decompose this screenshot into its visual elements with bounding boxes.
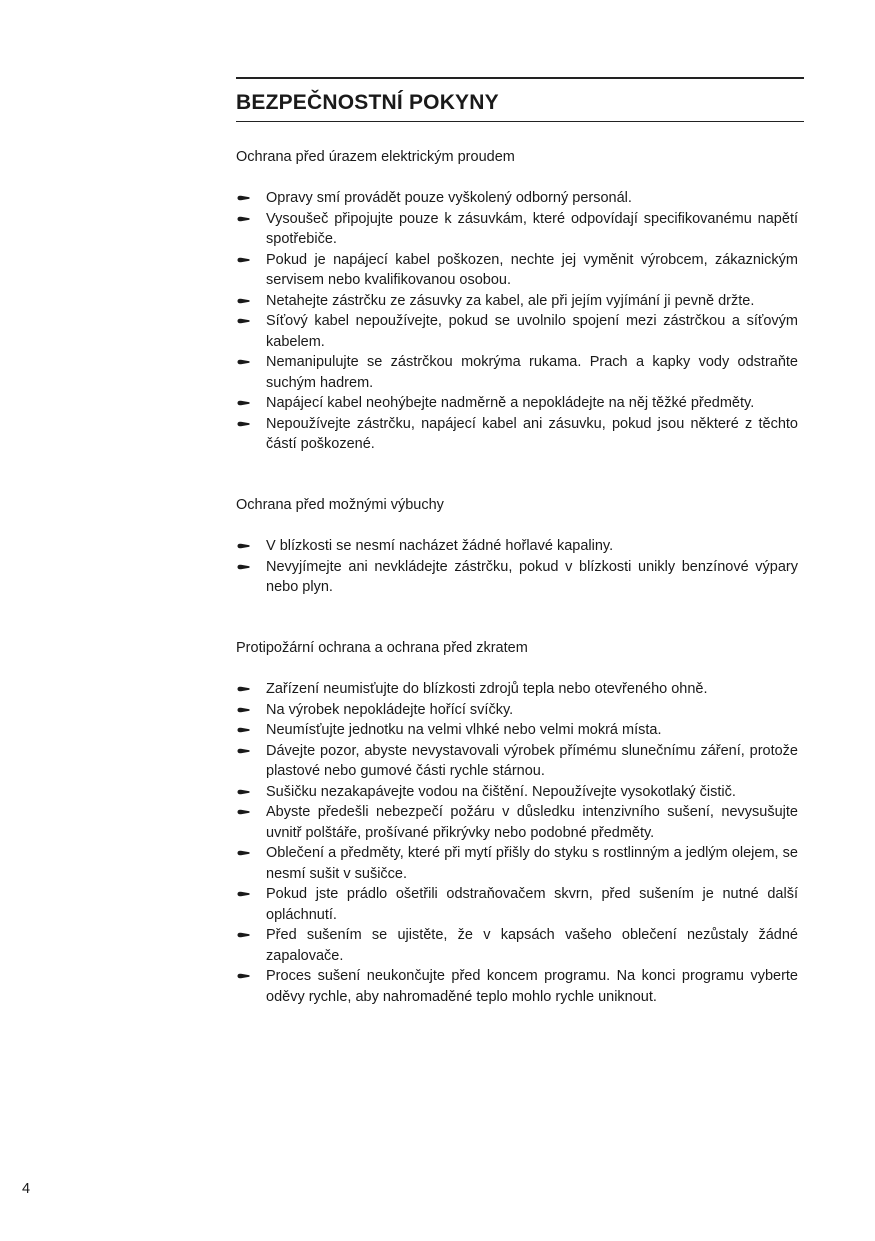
list-item — [236, 352, 798, 393]
list-item — [236, 393, 798, 414]
list-item-text: Vysoušeč připojujte pouze k zásuvkám, které odpovídají specifikovanému napětí spotřebiče. — [266, 210, 798, 247]
list-item-text: Oblečení a předměty, které při mytí přišly do styku s rostlinným a jedlým olejem, se nesmí sušit v sušičce. — [266, 845, 798, 882]
list-item-text: Zařízení neumisťujte do blízkosti zdrojů tepla nebo otevřeného ohně. — [266, 681, 708, 697]
list-item-text: Síťový kabel nepoužívejte, pokud se uvolnilo spojení mezi zástrčkou a síťovým kabelem. — [266, 313, 798, 350]
list-item — [236, 536, 798, 557]
list-item — [236, 250, 798, 291]
list-item-text: Opravy smí provádět pouze vyškolený odborný personál. — [266, 190, 632, 206]
list-item — [236, 700, 798, 721]
list-item-text: Napájecí kabel neohýbejte nadměrně a nepokládejte na něj těžké předměty. — [266, 395, 755, 411]
bullet-list — [236, 679, 798, 1007]
list-item — [236, 884, 798, 925]
list-item — [236, 209, 798, 250]
list-item-text: Před sušením se ujistěte, že v kapsách vašeho oblečení nezůstaly žádné zapalovače. — [266, 927, 798, 964]
section-heading: Ochrana před možnými výbuchy — [236, 497, 444, 513]
list-item — [236, 802, 798, 843]
list-item-text: Pokud je napájecí kabel poškozen, nechte jej vyměnit výrobcem, zákaznickým servisem nebo kvalifikovanou osobou. — [266, 251, 798, 288]
list-item-text: Netahejte zástrčku ze zásuvky za kabel, ale při jejím vyjímání ji pevně držte. — [266, 292, 755, 309]
bullet-icon — [237, 318, 250, 324]
list-item — [236, 311, 798, 352]
section-electric-shock — [236, 147, 798, 455]
bullet-icon — [237, 686, 250, 692]
bullet-icon — [237, 564, 250, 570]
bullet-icon — [237, 850, 250, 856]
bullet-icon — [237, 216, 250, 222]
list-item-text: Nepoužívejte zástrčku, napájecí kabel ani zásuvku, pokud jsou některé z těchto částí poškozené. — [266, 415, 798, 452]
list-item-text: Sušičku nezakapávejte vodou na čištění. Nepoužívejte vysokotlaký čistič. — [266, 783, 736, 800]
section-heading: Protipožární ochrana a ochrana před zkratem — [236, 640, 528, 656]
list-item-text: Proces sušení neukončujte před koncem programu. Na konci programu vyberte oděvy rychle, aby nahromaděné teplo mohlo rychle uniknout. — [266, 968, 798, 1005]
list-item — [236, 741, 798, 782]
bullet-icon — [237, 421, 250, 427]
section-heading: Ochrana před úrazem elektrickým proudem — [236, 149, 515, 165]
bullet-icon — [237, 359, 250, 365]
bullet-icon — [237, 707, 250, 713]
list-item — [236, 966, 798, 1007]
bullet-icon — [237, 298, 250, 304]
list-item — [236, 557, 798, 598]
list-item-text: Nemanipulujte se zástrčkou mokrýma rukama. Prach a kapky vody odstraňte suchým hadrem. — [266, 354, 798, 391]
list-item-text: Na výrobek nepokládejte hořící svíčky. — [266, 701, 514, 718]
bullet-icon — [237, 891, 250, 897]
page-number: 4 — [22, 1181, 31, 1197]
title-bottom-rule — [236, 121, 804, 122]
section-fire-short-circuit — [236, 638, 798, 1007]
title-top-rule — [236, 77, 804, 79]
page-title: BEZPEČNOSTNÍ POKYNY — [236, 91, 499, 114]
list-item-text: Dávejte pozor, abyste nevystavovali výrobek přímému slunečnímu záření, protože plastové nebo gumové části rychle stárnou. — [266, 742, 798, 779]
bullet-icon — [237, 748, 250, 754]
bullet-icon — [237, 809, 250, 815]
list-item-text: Pokud jste prádlo ošetřili odstraňovačem skvrn, před sušením je nutné další opláchnutí. — [266, 886, 798, 923]
bullet-icon — [237, 727, 250, 733]
list-item — [236, 925, 798, 966]
list-item-text: V blízkosti se nesmí nacházet žádné hořlavé kapaliny. — [266, 538, 614, 554]
bullet-list — [236, 188, 798, 455]
list-item — [236, 291, 798, 312]
bullet-icon — [237, 932, 250, 938]
bullet-icon — [237, 400, 250, 406]
list-item — [236, 188, 798, 209]
list-item — [236, 782, 798, 803]
bullet-icon — [237, 973, 250, 979]
bullet-icon — [237, 257, 250, 263]
list-item-text: Nevyjímejte ani nevkládejte zástrčku, pokud v blízkosti unikly benzínové výpary nebo plyn. — [266, 558, 798, 595]
list-item-text: Abyste předešli nebezpečí požáru v důsledku intenzivního sušení, nevysušujte uvnitř polštáře, prošívané přikrývky nebo podobné předměty. — [266, 804, 798, 841]
list-item — [236, 720, 798, 741]
list-item — [236, 843, 798, 884]
list-item — [236, 414, 798, 455]
list-item — [236, 679, 798, 700]
section-explosions — [236, 495, 798, 598]
list-item-text: Neumísťujte jednotku na velmi vlhké nebo velmi mokrá místa. — [266, 722, 662, 738]
bullet-list — [236, 536, 798, 598]
bullet-icon — [237, 195, 250, 201]
bullet-icon — [237, 789, 250, 795]
bullet-icon — [237, 543, 250, 549]
